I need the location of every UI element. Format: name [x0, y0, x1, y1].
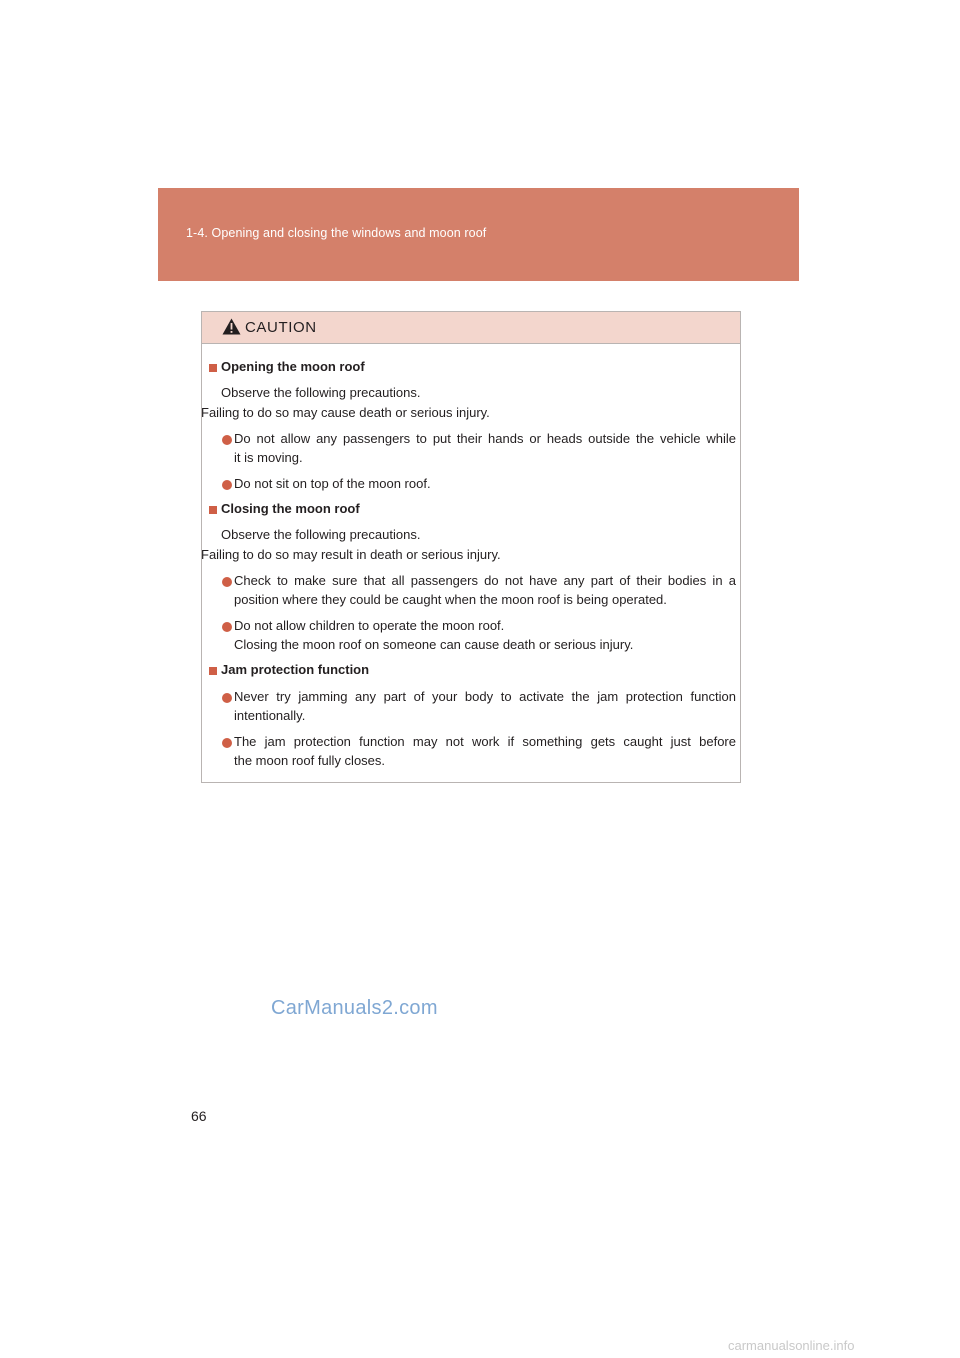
- bullet-text: Never try jamming any part of your body to activate the jam protection function: [234, 689, 736, 704]
- square-bullet-icon: [209, 364, 217, 372]
- bullet-text: position where they could be caught when the moon roof is being operated.: [234, 592, 667, 607]
- bullet-text: Do not allow any passengers to put their hands or heads outside the vehicle while: [234, 431, 736, 446]
- circle-bullet-icon: [222, 577, 232, 587]
- header-band: [158, 188, 799, 281]
- square-bullet-icon: [209, 667, 217, 675]
- bullet-text: Do not sit on top of the moon roof.: [234, 476, 431, 491]
- circle-bullet-icon: [222, 693, 232, 703]
- intro-line: Observe the following precautions.: [221, 527, 421, 542]
- section-heading: Opening the moon roof: [221, 359, 365, 374]
- footer-watermark: carmanualsonline.info: [728, 1338, 855, 1353]
- circle-bullet-icon: [222, 622, 232, 632]
- circle-bullet-icon: [222, 480, 232, 490]
- section-title: 1-4. Opening and closing the windows and moon roof: [186, 226, 487, 240]
- bullet-text: The jam protection function may not work if something gets caught just before: [234, 734, 736, 749]
- warning-triangle-icon: [222, 318, 241, 335]
- circle-bullet-icon: [222, 738, 232, 748]
- bullet-text: Closing the moon roof on someone can cause death or serious injury.: [234, 637, 634, 652]
- circle-bullet-icon: [222, 435, 232, 445]
- bullet-text: the moon roof fully closes.: [234, 753, 386, 768]
- section-heading: Jam protection function: [221, 662, 370, 677]
- bullet-text: Check to make sure that all passengers do not have any part of their bodies in a: [234, 573, 736, 588]
- bullet-text: intentionally.: [234, 708, 306, 723]
- bullet-text: Do not allow children to operate the moon roof.: [234, 618, 505, 633]
- page-number: 66: [191, 1108, 207, 1124]
- intro-line: Failing to do so may result in death or serious injury.: [201, 547, 501, 562]
- caution-header: [202, 312, 740, 344]
- intro-line: Failing to do so may cause death or serious injury.: [201, 405, 490, 420]
- watermark: CarManuals2.com: [271, 997, 438, 1019]
- caution-title: CAUTION: [245, 319, 317, 336]
- square-bullet-icon: [209, 506, 217, 514]
- bullet-text: it is moving.: [234, 450, 303, 465]
- caution-box: [201, 311, 741, 783]
- section-heading: Closing the moon roof: [221, 501, 360, 516]
- intro-line: Observe the following precautions.: [221, 385, 421, 400]
